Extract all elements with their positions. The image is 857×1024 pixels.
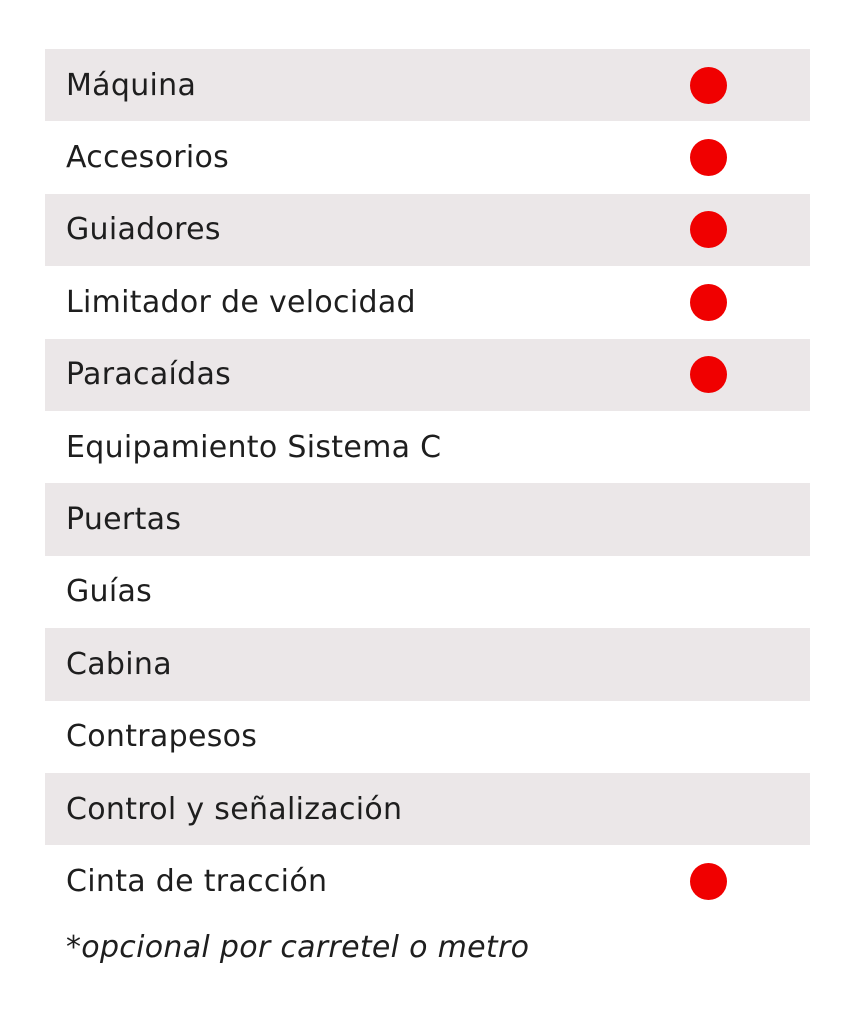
- item-label: Guías: [66, 574, 153, 610]
- item-label: Equipamiento Sistema C: [66, 429, 442, 465]
- list-item: [45, 194, 810, 266]
- list-item: [45, 339, 810, 411]
- list-item: [45, 628, 810, 700]
- list-item: [45, 483, 810, 555]
- list-item: [45, 411, 810, 483]
- list-item: [45, 773, 810, 845]
- list-item: [45, 49, 810, 121]
- component-list: [45, 49, 810, 918]
- item-label: Máquina: [66, 67, 197, 103]
- item-label: Puertas: [66, 502, 182, 538]
- included-dot-icon: [690, 356, 727, 393]
- list-item: [45, 701, 810, 773]
- item-label: Cinta de tracción: [66, 863, 328, 899]
- item-label: Accesorios: [66, 140, 230, 176]
- item-label: Cabina: [66, 646, 172, 682]
- item-label: Contrapesos: [66, 719, 258, 755]
- item-label: Paracaídas: [66, 357, 232, 393]
- item-label: Guiadores: [66, 212, 221, 248]
- item-label: Control y señalización: [66, 791, 403, 827]
- included-dot-icon: [690, 863, 727, 900]
- included-dot-icon: [690, 139, 727, 176]
- footnote: *opcional por carretel o metro: [66, 930, 530, 965]
- list-item: [45, 845, 810, 917]
- included-dot-icon: [690, 211, 727, 248]
- included-dot-icon: [690, 67, 727, 104]
- list-item: [45, 266, 810, 338]
- list-item: [45, 556, 810, 628]
- item-label: Limitador de velocidad: [66, 284, 416, 320]
- included-dot-icon: [690, 284, 727, 321]
- list-item: [45, 121, 810, 193]
